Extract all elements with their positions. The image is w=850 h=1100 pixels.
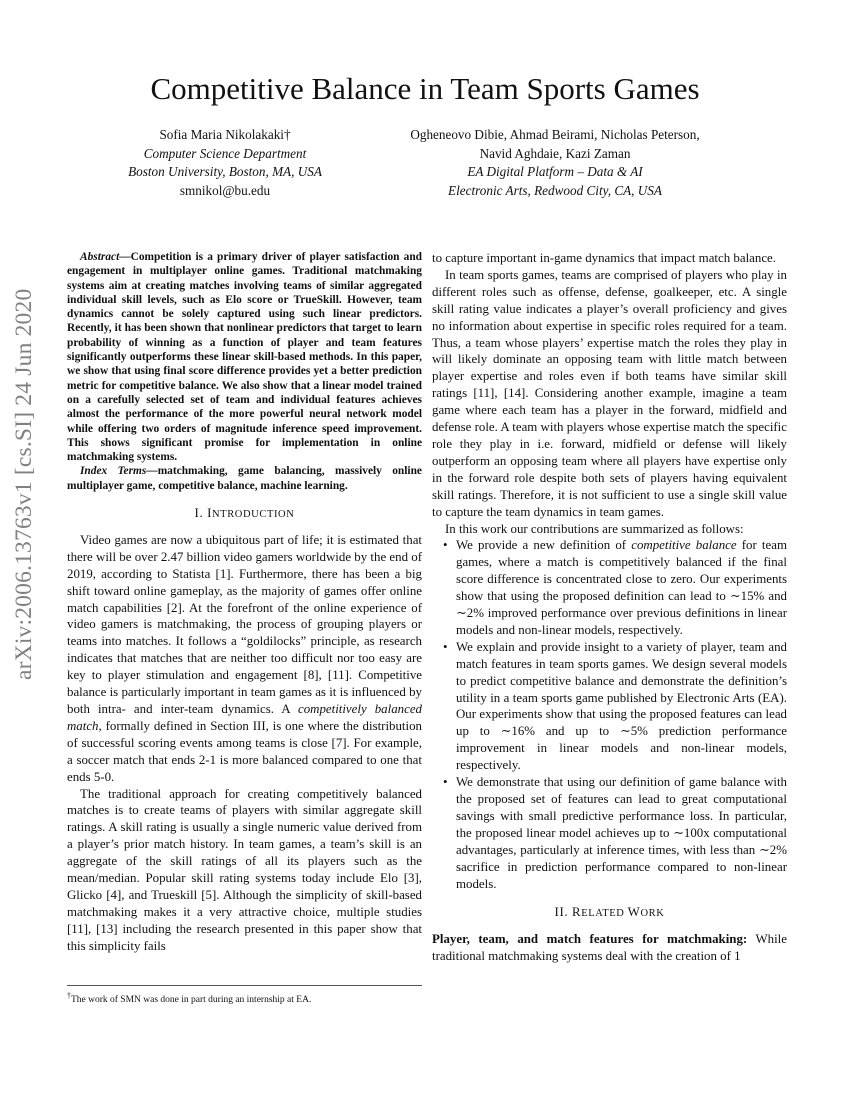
emphasis-term: competitively balanced match bbox=[67, 702, 422, 733]
section-heading-introduction: I. INTRODUCTION bbox=[194, 506, 295, 521]
author-affiliation: Boston University, Boston, MA, USA bbox=[128, 164, 322, 179]
author-department: Computer Science Department bbox=[143, 145, 307, 161]
paper-title: Competitive Balance in Team Sports Games bbox=[150, 71, 700, 106]
author-names: Ogheneovo Dibie, Ahmad Beirami, Nicholas Peterson, bbox=[410, 127, 700, 142]
intro-paragraph: In team sports games, teams are comprised of players who play in different roles such as offense, defense, goalkeeper, etc. A single skill rating value indicates a player’s overall proficiency and gives no information about expertise in specific roles required for a team. Thus, a team whose players’ expertise match the roles they play in will likely dominate an opposing team with little match between player expertise and roles even if both teams have similar skill ratings [11], [14]. Considering another example, imagine a team game where each team has a player in the forward, midfield and defense role. A team with players whose expertise match the specific role they play in i.e. forward, midfield or defense will likely outperform an opposing team where all players have expertise only in the forward role despite both sets of players having equivalent skill ratings. Therefore, it is not sufficient to use a single skill value to capture the team dynamics in team games. bbox=[432, 267, 787, 519]
list-item: • We provide a new definition of competitive balance for team games, where a match is competitively balanced if the final score difference is concentrated close to zero. Our experiments show that using the proposed definition can lead to ∼15% and ∼2% improved performance over previous definitions in linear models and non-linear models, respectively. bbox=[456, 537, 787, 638]
author-block-1 bbox=[110, 126, 340, 200]
index-terms-label: Index Terms bbox=[80, 465, 147, 478]
right-column bbox=[432, 250, 787, 965]
abstract-text: —Competition is a primary driver of player satisfaction and engagement in multiplayer online games. Traditional matchmaking systems aim at creating matches involving teams of similar aggregated individual skill levels, such as Elo score or TrueSkill. However, team dynamics cannot be solely captured using such linear predictors. Recently, it has been shown that nonlinear predictors that target to learn probability of winning as a function of player and team features significantly outperforms these linear skill-based methods. In this paper, we show that using final score difference provides yet a better prediction metric for competitive balance. We also show that a linear model trained on a carefully selected set of team and individual features achieves almost the performance of the more powerful neural network model while offering two orders of magnitude inference speed improvement. This shows significant promise for implementation in online matchmaking systems. bbox=[67, 251, 422, 464]
author-names: Sofia Maria Nikolakaki† bbox=[159, 127, 291, 142]
arxiv-identifier-stamp: arXiv:2006.13763v1 [cs.SI] 24 Jun 2020 bbox=[11, 288, 37, 680]
related-work-paragraph: Player, team, and match features for matchmaking: While traditional matchmaking systems deal with the creation of 1 bbox=[432, 932, 787, 964]
index-terms-text: —matchmaking, game balancing, massively online multiplayer game, competitive balance, machine learning. bbox=[67, 465, 422, 492]
footnote-mark: † bbox=[67, 991, 71, 1000]
author-names-line-2: Navid Aghdaie, Kazi Zaman bbox=[479, 145, 631, 161]
footnote-text: The work of SMN was done in part during an internship at EA. bbox=[70, 995, 312, 1006]
abstract-label: Abstract bbox=[80, 251, 120, 263]
intro-paragraph: In this work our contributions are summarized as follows: bbox=[445, 521, 744, 536]
intro-paragraph: The traditional approach for creating competitively balanced matches is to create teams of players with similar aggregate skill ratings. A skill rating is usually a single numeric value derived from a player’s prior match history. In team games, a team’s skill is an aggregate of the skill ratings of all its players such as the mean/median. Popular skill rating systems today include Elo [3], Glicko [4], and Trueskill [5]. Although the simplicity of skill-based matchmaking makes it a very attractive choice, multiple studies [11], [13] including the research presented in this paper show that this simplicity fails bbox=[67, 786, 422, 953]
contributions-list bbox=[432, 537, 787, 892]
list-item: • We demonstrate that using our definition of game balance with the proposed set of features can lead to great computational savings with small predictive performance loss. In particular, the proposed linear model achieves up to ∼100x computational advantages, particularly at inference times, with less than ∼2% sacrifice in prediction performance compared to non-linear models. bbox=[456, 774, 787, 892]
intro-paragraph: Video games are now a ubiquitous part of life; it is estimated that there will be over 2.47 billion video gamers worldwide by the end of 2019, according to Statista [1]. Furthermore, there has been a big shift toward online gameplay, as the majority of games offer online match capabilities [2]. At the forefront of the online experience of video gamers is matchmaking, the process of grouping players or teams into matches. It follows a “goldilocks” principle, as research indicates that matches that are neither too difficult nor too easy are key to player stimulation and engagement [8], [11]. Competitive balance is particularly important in team games as it is influenced by both intra- and inter-team dynamics. A competitively balanced match, formally defined in Section III, is one where the distribution of successful scoring events among teams is close [7]. For example, a soccer match that ends 2-1 is more balanced compared to one that ends 5-0. bbox=[67, 532, 422, 784]
author-department: EA Digital Platform – Data & AI bbox=[467, 164, 643, 179]
intro-paragraph-continued: to capture important in-game dynamics that impact match balance. bbox=[432, 251, 776, 265]
paragraph-bold-lead: Player, team, and match features for matchmaking: bbox=[432, 932, 748, 947]
author-block-2 bbox=[370, 126, 740, 200]
footnote bbox=[67, 985, 422, 1007]
author-email: smnikol@bu.edu bbox=[179, 182, 271, 198]
left-column bbox=[67, 250, 422, 955]
abstract bbox=[67, 250, 422, 493]
author-affiliation: Electronic Arts, Redwood City, CA, USA bbox=[448, 182, 662, 198]
list-item: • We explain and provide insight to a variety of player, team and match features in team sports games. We design several models to predict competitive balance and demonstrate the definition’s utility in a team sports game published by Electronic Arts (EA). Our experiments show that using the proposed features can lead up to ∼16% and up to ∼5% prediction performance improvement in linear models and non-linear models, respectively. bbox=[456, 639, 787, 774]
section-heading-related-work: II. RELATED WORK bbox=[554, 905, 665, 920]
